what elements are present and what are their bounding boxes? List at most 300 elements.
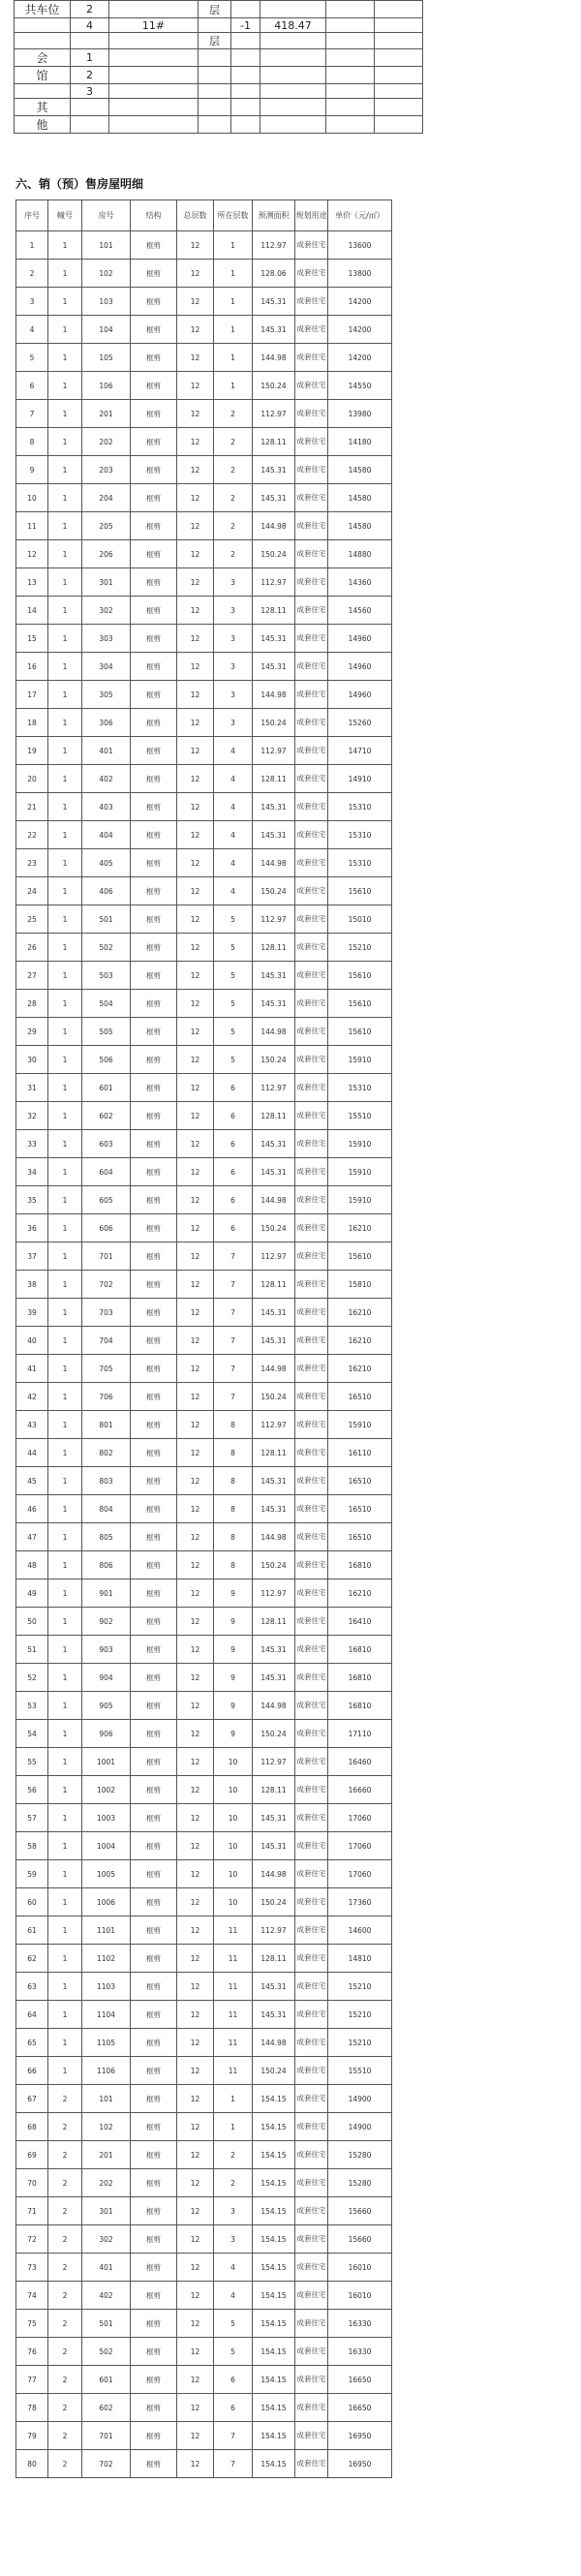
cell-structure: 框剪 (131, 428, 177, 456)
cell-floor: 8 (214, 1467, 253, 1495)
cell-usage: 成套住宅 (295, 2197, 328, 2225)
cell-seq: 51 (16, 1636, 48, 1664)
cell-price: 16510 (328, 1495, 392, 1523)
cell-room: 903 (82, 1636, 131, 1664)
cell-building: 1 (48, 990, 82, 1018)
cell-room: 602 (82, 1102, 131, 1130)
cell-usage: 成套住宅 (295, 2001, 328, 2029)
summary-row (15, 33, 423, 49)
cell-usage: 成套住宅 (295, 344, 328, 372)
cell-usage: 成套住宅 (295, 1945, 328, 1973)
cell-total-floors: 12 (177, 1158, 214, 1186)
cell-price: 14560 (328, 597, 392, 625)
cell-total-floors: 12 (177, 2169, 214, 2197)
cell-price: 15910 (328, 1130, 392, 1158)
cell-price: 14180 (328, 428, 392, 456)
cell-floor: 9 (214, 1608, 253, 1636)
cell-total-floors: 12 (177, 1832, 214, 1860)
cell-structure: 框剪 (131, 1608, 177, 1636)
table-row (16, 821, 392, 849)
cell-total-floors: 12 (177, 2254, 214, 2282)
cell-room: 806 (82, 1551, 131, 1579)
cell-room: 801 (82, 1411, 131, 1439)
summary-row (15, 99, 423, 116)
summary-cell-level (231, 99, 260, 116)
cell-area: 154.15 (253, 2282, 295, 2310)
cell-area: 144.98 (253, 1186, 295, 1214)
cell-room: 1002 (82, 1776, 131, 1804)
summary-cell-level (231, 33, 260, 49)
cell-area: 145.31 (253, 990, 295, 1018)
cell-room: 1006 (82, 1888, 131, 1917)
summary-cell-num: 1 (71, 49, 109, 67)
cell-structure: 框剪 (131, 765, 177, 793)
cell-floor: 2 (214, 456, 253, 484)
table-row (16, 1186, 392, 1214)
cell-structure: 框剪 (131, 1945, 177, 1973)
summary-cell-label (15, 33, 71, 49)
cell-total-floors: 12 (177, 1271, 214, 1299)
cell-total-floors: 12 (177, 568, 214, 597)
cell-structure: 框剪 (131, 2338, 177, 2366)
cell-usage: 成套住宅 (295, 2394, 328, 2422)
cell-total-floors: 12 (177, 2141, 214, 2169)
cell-usage: 成套住宅 (295, 1888, 328, 1917)
cell-seq: 63 (16, 1973, 48, 2001)
cell-price: 13600 (328, 231, 392, 260)
cell-usage: 成套住宅 (295, 2225, 328, 2254)
cell-room: 805 (82, 1523, 131, 1551)
cell-seq: 54 (16, 1720, 48, 1748)
cell-area: 154.15 (253, 2366, 295, 2394)
table-row (16, 512, 392, 540)
table-row (16, 2282, 392, 2310)
cell-total-floors: 12 (177, 372, 214, 400)
cell-room: 1106 (82, 2057, 131, 2085)
summary-cell-building (109, 116, 199, 134)
summary-cell-floor (199, 116, 231, 134)
cell-usage: 成套住宅 (295, 821, 328, 849)
cell-usage: 成套住宅 (295, 934, 328, 962)
cell-usage: 成套住宅 (295, 990, 328, 1018)
cell-total-floors: 12 (177, 1664, 214, 1692)
cell-building: 1 (48, 484, 82, 512)
cell-structure: 框剪 (131, 2169, 177, 2197)
cell-price: 15910 (328, 1411, 392, 1439)
cell-area: 150.24 (253, 1888, 295, 1917)
cell-structure: 框剪 (131, 1720, 177, 1748)
cell-seq: 22 (16, 821, 48, 849)
cell-seq: 80 (16, 2450, 48, 2478)
summary-row (15, 18, 423, 33)
cell-building: 1 (48, 1917, 82, 1945)
cell-building: 1 (48, 1748, 82, 1776)
cell-area: 150.24 (253, 1214, 295, 1242)
cell-structure: 框剪 (131, 2394, 177, 2422)
cell-building: 2 (48, 2366, 82, 2394)
cell-building: 1 (48, 2001, 82, 2029)
cell-total-floors: 12 (177, 962, 214, 990)
cell-floor: 10 (214, 1888, 253, 1917)
cell-floor: 5 (214, 1018, 253, 1046)
summary-cell-level (231, 1, 260, 18)
cell-usage: 成套住宅 (295, 1214, 328, 1242)
table-row (16, 1888, 392, 1917)
cell-price: 15910 (328, 1186, 392, 1214)
cell-area: 128.11 (253, 765, 295, 793)
cell-room: 902 (82, 1608, 131, 1636)
cell-price: 16950 (328, 2450, 392, 2478)
table-row (16, 568, 392, 597)
cell-area: 145.31 (253, 1158, 295, 1186)
cell-total-floors: 12 (177, 2197, 214, 2225)
cell-floor: 8 (214, 1411, 253, 1439)
table-row (16, 681, 392, 709)
cell-seq: 50 (16, 1608, 48, 1636)
cell-total-floors: 12 (177, 821, 214, 849)
cell-area: 145.31 (253, 962, 295, 990)
cell-seq: 61 (16, 1917, 48, 1945)
cell-total-floors: 12 (177, 1327, 214, 1355)
cell-price: 15260 (328, 709, 392, 737)
cell-total-floors: 12 (177, 1776, 214, 1804)
summary-row (15, 49, 423, 67)
column-header: 结构 (131, 200, 177, 231)
cell-seq: 29 (16, 1018, 48, 1046)
table-row (16, 1439, 392, 1467)
cell-structure: 框剪 (131, 456, 177, 484)
cell-room: 906 (82, 1720, 131, 1748)
cell-seq: 34 (16, 1158, 48, 1186)
cell-price: 16650 (328, 2366, 392, 2394)
table-row (16, 1523, 392, 1551)
cell-total-floors: 12 (177, 1551, 214, 1579)
cell-total-floors: 12 (177, 934, 214, 962)
summary-cell-building (109, 1, 199, 18)
cell-floor: 6 (214, 2366, 253, 2394)
cell-seq: 12 (16, 540, 48, 568)
cell-total-floors: 12 (177, 1186, 214, 1214)
cell-floor: 2 (214, 512, 253, 540)
cell-usage: 成套住宅 (295, 1692, 328, 1720)
table-row (16, 288, 392, 316)
cell-room: 303 (82, 625, 131, 653)
cell-floor: 8 (214, 1439, 253, 1467)
cell-building: 1 (48, 1579, 82, 1608)
cell-area: 128.11 (253, 1439, 295, 1467)
cell-usage: 成套住宅 (295, 1748, 328, 1776)
cell-seq: 27 (16, 962, 48, 990)
cell-building: 2 (48, 2282, 82, 2310)
cell-area: 154.15 (253, 2113, 295, 2141)
cell-room: 703 (82, 1299, 131, 1327)
cell-price: 16510 (328, 1383, 392, 1411)
cell-usage: 成套住宅 (295, 456, 328, 484)
summary-cell-level (231, 116, 260, 134)
table-row (16, 765, 392, 793)
cell-room: 1105 (82, 2029, 131, 2057)
cell-usage: 成套住宅 (295, 568, 328, 597)
cell-building: 1 (48, 540, 82, 568)
table-row (16, 1158, 392, 1186)
summary-cell-num (71, 33, 109, 49)
cell-seq: 71 (16, 2197, 48, 2225)
cell-area: 128.11 (253, 597, 295, 625)
cell-floor: 7 (214, 2450, 253, 2478)
cell-usage: 成套住宅 (295, 849, 328, 877)
cell-price: 15910 (328, 1046, 392, 1074)
cell-usage: 成套住宅 (295, 1158, 328, 1186)
cell-building: 1 (48, 1973, 82, 2001)
summary-cell-building (109, 67, 199, 84)
cell-seq: 70 (16, 2169, 48, 2197)
table-row (16, 1046, 392, 1074)
cell-structure: 框剪 (131, 1523, 177, 1551)
cell-price: 16330 (328, 2310, 392, 2338)
cell-area: 145.31 (253, 288, 295, 316)
cell-room: 505 (82, 1018, 131, 1046)
summary-cell-label: 共车位 (15, 1, 71, 18)
cell-building: 1 (48, 934, 82, 962)
cell-room: 204 (82, 484, 131, 512)
cell-floor: 2 (214, 400, 253, 428)
cell-seq: 1 (16, 231, 48, 260)
summary-cell-building (109, 33, 199, 49)
cell-seq: 3 (16, 288, 48, 316)
cell-building: 2 (48, 2197, 82, 2225)
summary-cell-empty (326, 1, 375, 18)
cell-structure: 框剪 (131, 540, 177, 568)
cell-price: 14360 (328, 568, 392, 597)
cell-structure: 框剪 (131, 1074, 177, 1102)
cell-price: 15310 (328, 821, 392, 849)
cell-area: 112.97 (253, 400, 295, 428)
summary-cell-label (15, 18, 71, 33)
cell-floor: 3 (214, 597, 253, 625)
cell-room: 503 (82, 962, 131, 990)
cell-usage: 成套住宅 (295, 1804, 328, 1832)
cell-seq: 62 (16, 1945, 48, 1973)
cell-building: 2 (48, 2338, 82, 2366)
cell-structure: 框剪 (131, 709, 177, 737)
cell-usage: 成套住宅 (295, 2057, 328, 2085)
cell-floor: 5 (214, 2310, 253, 2338)
cell-building: 2 (48, 2310, 82, 2338)
cell-room: 905 (82, 1692, 131, 1720)
cell-structure: 框剪 (131, 2113, 177, 2141)
cell-building: 1 (48, 653, 82, 681)
cell-seq: 17 (16, 681, 48, 709)
column-header: 预测面积 (253, 200, 295, 231)
cell-price: 16210 (328, 1299, 392, 1327)
cell-building: 1 (48, 1692, 82, 1720)
cell-floor: 5 (214, 962, 253, 990)
cell-total-floors: 12 (177, 2113, 214, 2141)
cell-structure: 框剪 (131, 1214, 177, 1242)
cell-price: 16460 (328, 1748, 392, 1776)
cell-seq: 41 (16, 1355, 48, 1383)
summary-cell-label (15, 84, 71, 99)
cell-total-floors: 12 (177, 484, 214, 512)
cell-seq: 56 (16, 1776, 48, 1804)
table-row (16, 2225, 392, 2254)
cell-room: 803 (82, 1467, 131, 1495)
cell-price: 14960 (328, 653, 392, 681)
table-row (16, 1551, 392, 1579)
cell-building: 1 (48, 793, 82, 821)
cell-price: 16410 (328, 1608, 392, 1636)
cell-floor: 6 (214, 2394, 253, 2422)
cell-price: 14550 (328, 372, 392, 400)
cell-room: 302 (82, 2225, 131, 2254)
column-header: 幢号 (48, 200, 82, 231)
cell-room: 202 (82, 2169, 131, 2197)
cell-total-floors: 12 (177, 2338, 214, 2366)
cell-structure: 框剪 (131, 1355, 177, 1383)
section-heading: 六、销（预）售房屋明细 (15, 177, 144, 191)
cell-building: 1 (48, 1271, 82, 1299)
cell-usage: 成套住宅 (295, 2366, 328, 2394)
cell-room: 306 (82, 709, 131, 737)
cell-structure: 框剪 (131, 737, 177, 765)
cell-structure: 框剪 (131, 344, 177, 372)
cell-total-floors: 12 (177, 905, 214, 934)
cell-structure: 框剪 (131, 1299, 177, 1327)
cell-usage: 成套住宅 (295, 260, 328, 288)
summary-cell-empty (375, 116, 423, 134)
cell-usage: 成套住宅 (295, 1074, 328, 1102)
cell-total-floors: 12 (177, 316, 214, 344)
table-row (16, 1776, 392, 1804)
cell-floor: 10 (214, 1748, 253, 1776)
cell-floor: 4 (214, 849, 253, 877)
cell-building: 1 (48, 597, 82, 625)
cell-price: 17060 (328, 1832, 392, 1860)
cell-floor: 6 (214, 1214, 253, 1242)
cell-price: 15310 (328, 1074, 392, 1102)
cell-area: 145.31 (253, 1327, 295, 1355)
summary-row (15, 84, 423, 99)
cell-seq: 44 (16, 1439, 48, 1467)
cell-usage: 成套住宅 (295, 1242, 328, 1271)
cell-total-floors: 12 (177, 2085, 214, 2113)
table-row (16, 1692, 392, 1720)
cell-seq: 30 (16, 1046, 48, 1074)
cell-structure: 框剪 (131, 2225, 177, 2254)
table-row (16, 2113, 392, 2141)
table-row (16, 344, 392, 372)
cell-price: 15660 (328, 2197, 392, 2225)
summary-cell-empty (326, 99, 375, 116)
cell-seq: 48 (16, 1551, 48, 1579)
cell-building: 1 (48, 1804, 82, 1832)
cell-price: 16010 (328, 2254, 392, 2282)
cell-seq: 19 (16, 737, 48, 765)
cell-usage: 成套住宅 (295, 962, 328, 990)
cell-building: 1 (48, 1636, 82, 1664)
cell-building: 1 (48, 456, 82, 484)
cell-total-floors: 12 (177, 1608, 214, 1636)
cell-floor: 10 (214, 1804, 253, 1832)
cell-seq: 39 (16, 1299, 48, 1327)
summary-cell-empty (326, 49, 375, 67)
table-row (16, 625, 392, 653)
summary-cell-label: 他 (15, 116, 71, 134)
summary-cell-floor (199, 84, 231, 99)
cell-area: 144.98 (253, 344, 295, 372)
cell-room: 702 (82, 1271, 131, 1299)
cell-room: 1003 (82, 1804, 131, 1832)
cell-seq: 33 (16, 1130, 48, 1158)
table-row (16, 2001, 392, 2029)
cell-seq: 16 (16, 653, 48, 681)
cell-building: 1 (48, 1018, 82, 1046)
cell-structure: 框剪 (131, 905, 177, 934)
cell-building: 1 (48, 512, 82, 540)
cell-room: 1102 (82, 1945, 131, 1973)
cell-room: 305 (82, 681, 131, 709)
cell-price: 15310 (328, 793, 392, 821)
cell-room: 502 (82, 934, 131, 962)
cell-structure: 框剪 (131, 1102, 177, 1130)
summary-cell-level (231, 84, 260, 99)
cell-room: 202 (82, 428, 131, 456)
cell-usage: 成套住宅 (295, 1608, 328, 1636)
cell-structure: 框剪 (131, 2057, 177, 2085)
cell-building: 1 (48, 1467, 82, 1495)
cell-usage: 成套住宅 (295, 1327, 328, 1355)
cell-structure: 框剪 (131, 877, 177, 905)
cell-area: 144.98 (253, 849, 295, 877)
cell-price: 16210 (328, 1355, 392, 1383)
cell-structure: 框剪 (131, 1383, 177, 1411)
cell-room: 101 (82, 2085, 131, 2113)
cell-room: 603 (82, 1130, 131, 1158)
summary-cell-empty (375, 1, 423, 18)
cell-floor: 6 (214, 1186, 253, 1214)
summary-cell-num: 3 (71, 84, 109, 99)
cell-structure: 框剪 (131, 2254, 177, 2282)
cell-price: 16650 (328, 2394, 392, 2422)
cell-area: 144.98 (253, 1523, 295, 1551)
cell-building: 1 (48, 231, 82, 260)
summary-cell-empty (326, 84, 375, 99)
cell-total-floors: 12 (177, 1692, 214, 1720)
cell-structure: 框剪 (131, 2422, 177, 2450)
summary-cell-building (109, 84, 199, 99)
cell-area: 112.97 (253, 1074, 295, 1102)
cell-area: 112.97 (253, 231, 295, 260)
cell-floor: 6 (214, 1074, 253, 1102)
cell-floor: 3 (214, 2197, 253, 2225)
cell-total-floors: 12 (177, 625, 214, 653)
cell-price: 15610 (328, 990, 392, 1018)
table-row (16, 1636, 392, 1664)
cell-area: 112.97 (253, 737, 295, 765)
cell-floor: 7 (214, 1242, 253, 1271)
table-row (16, 1214, 392, 1242)
cell-total-floors: 12 (177, 2450, 214, 2478)
cell-area: 144.98 (253, 1355, 295, 1383)
cell-structure: 框剪 (131, 1242, 177, 1271)
cell-price: 14810 (328, 1945, 392, 1973)
cell-building: 1 (48, 1130, 82, 1158)
cell-usage: 成套住宅 (295, 2338, 328, 2366)
summary-cell-floor (199, 18, 231, 33)
cell-usage: 成套住宅 (295, 681, 328, 709)
cell-seq: 52 (16, 1664, 48, 1692)
cell-area: 154.15 (253, 2225, 295, 2254)
